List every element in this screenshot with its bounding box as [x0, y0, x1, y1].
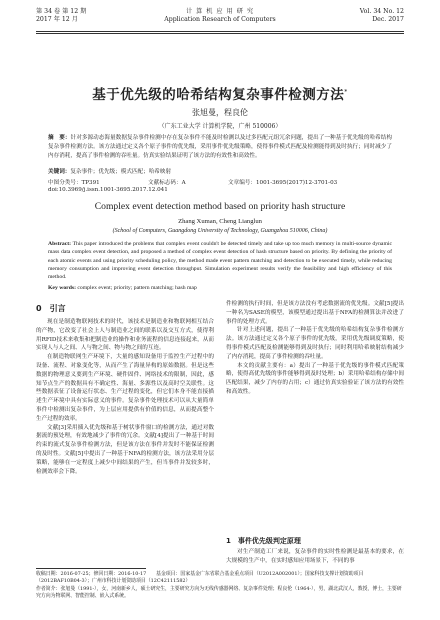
section-1-heading: 1 事件优先级判定原理 [226, 537, 301, 545]
header-rule-2 [36, 33, 404, 34]
footnote-authors: 作者简介：张旭曼（1991-），女，河南新乡人，硕士研究生，主要研究方向为无线传感器网络、复杂事件处理；程良伦（1964-），男，湖北武汉人，教授，博士，主要研究方向为物联网、智能控制、嵌入式系统。 [36, 585, 402, 600]
abstract-cn [48, 134, 392, 161]
left-column [36, 318, 214, 540]
keywords-cn [48, 167, 392, 175]
section-0-heading: 0 引言 [36, 304, 66, 313]
clc-number: 中图分类号：TP391 [48, 180, 100, 186]
volume-cn: 第 34 卷 第 12 期 [36, 8, 87, 15]
running-header [36, 8, 404, 30]
right-paragraph: 本文的贡献主要有：a）提出了一种基于优先级的事件模式匹配策略，使得高优先级的事件能够得到及时处理；b）采用哈希结构存储中间匹配结果，减少了内存的占用；c）通过仿真实验验证了该方法的有效性和高效性。 [226, 362, 404, 395]
volume-en: Vol. 34 No. 12 [359, 8, 404, 15]
affiliation-cn: （广东工业大学 计算机学院，广州 510006） [158, 123, 282, 130]
abstract-en [48, 240, 392, 281]
affiliation-en: (School of Computers, Guangdong University of Technology, Guangzhou 510006, China) [112, 228, 328, 234]
abstract-en-text: This paper introduced the problems that complex event couldn't be detected timely and take up too much memory in multi-source dynamic mass data complex event detection, and proposed a method of complex event detection of hash structure based on priority. By defining the priority of each atomic events and using priority scheduling policy, the method made event pattern matching and detection to be executed timely, while reducing memory consumption and improving event detection throughput. Simulation experiment results verify the feasibility and high efficiency of this method. [48, 241, 392, 281]
date-cn: 2017 年 12 月 [36, 16, 78, 23]
header-rule [36, 31, 404, 32]
footnote-rule [36, 568, 146, 569]
article-number: 文章编号：1001-3695(2017)12-3701-03 [228, 180, 338, 186]
right-paragraph: 件检测的执行时间，但是该方法没有考虑数据流的优先级。文献[5]提出一种名为SASE的模型，该模型通过提出基于NFA的检测算法并改进了事件的处理方式。 [226, 301, 404, 325]
title-cn-text: 基于优先级的哈希结构复杂事件检测方法 [92, 87, 345, 103]
abstract-en-label: Abstract: [48, 241, 72, 247]
abstract-cn-text: 针对多源动态海量数据复杂事件检测中存在复杂事件不能及时检测以及过多匹配元组冗余问题，提出了一种基于优先级的哈希结构复杂事件检测方法。该方法通过定义各个原子事件的优先级，采用事件优先级策略，使得事件模式匹配及检测能得到及时执行；同时减少了内存消耗，提高了事件检测的吞吐量。仿真实验结果证明了该方法的有效性和高效性。 [48, 135, 392, 159]
right-column-continued [226, 548, 404, 566]
header-right [360, 8, 404, 24]
abstract-cn-label: 摘 要： [48, 135, 71, 141]
date-en: Dec. 2017 [372, 16, 404, 23]
header-center [36, 8, 404, 24]
left-paragraph: 现在是制造物联网技术的时代，该技术是制造业和物联网相互结合的产物，它改变了社会上人与制造业之间的联系以及交互方式，使得利用RFID技术来收集和把制造业的操作和业务流程的信息连接起来，从而实现人与人之间、人与物之间、物与物之间的互连。 [36, 319, 214, 352]
right-paragraph: 针对上述问题，提出了一种基于优先级的哈希结构复杂事件检测方法。该方法通过定义各个原子事件的优先级，采用优先级调度策略，使得事件模式匹配及检测能够得到及时执行；同时利用哈希映射结构减少了内存消耗，提高了事件检测的吞吐量。 [226, 327, 404, 360]
classification-ids [48, 178, 392, 186]
keywords-cn-text: 复杂事件；优先级；模式匹配；哈希映射 [70, 169, 172, 175]
title-footnote-mark: * [344, 88, 348, 96]
left-paragraph: 在制造物联网生产环境下，大量的感知设备用于监控生产过程中的设备、流程、对象变化等，从而产生了海量异构的原始数据。但是这些数据的物理意义要到生产环境、硬件固件、网络技术的限制，因此，感知节点生产的数据具有不确定性、海量、多源性以及高时空关联性。这些数据表征了设备运行状态、生产过程的变化，但它们本身不能直接描述生产环境中具有实际意义的事件。复杂事件处理技术可以从大量简单事件中检测出复杂事件，为上层应用提供有价值的信息，从而提高整个生产过程的效率。 [36, 354, 214, 422]
footnote-funding: 收稿日期：2016-07-25；修回日期：2016-10-17 基金项目：国家基金广东省联合基金重点项目（U2012A002001）；国家科技支撑计划资助项目（2012BAF10B04-3）；广州市科技计划资助项目（12C42111582） [36, 571, 364, 585]
authors-cn: 张旭曼，程良伦 [192, 108, 248, 117]
journal-en: Application Research of Computers [164, 16, 276, 23]
left-paragraph: 文献[3]采用插入优先级和基于树状事件窗口的检测方法，通过对数据流的预处理，有效地减少了事件的冗余。文献[4]提出了一种基于时间约束的流式复杂事件检测方法，但是该方法在事件并发时不能保证检测的及时性。文献[5]中提出了一种基于NFA的检测方法，该方法采用分层策略，能够在一定程度上减少中间结果的产生，但当事件并发较多时，检测效率会下降。 [36, 424, 214, 475]
keywords-en-text: complex event; priority; pattern matching; hash map [77, 285, 197, 291]
keywords-cn-label: 关键词： [48, 169, 71, 175]
right-column [226, 300, 404, 532]
document-code: 文献标志码：A [148, 180, 186, 186]
right-paragraph: 对生产制造工厂来说，复杂事件的实时性检测是最基本的要求，在大规模的生产中，在实时感知应用场景下，不同的事 [226, 549, 404, 564]
journal-cn: 计 算 机 应 用 研 究 [185, 8, 255, 15]
paper-title-cn [0, 83, 440, 103]
paper-title-en: Complex event detection method based on priority hash structure [94, 201, 346, 212]
authors-en: Zhang Xuman, Cheng Lianglun [178, 218, 262, 225]
keywords-en-label: Key words: [48, 285, 76, 291]
footnotes [36, 571, 404, 601]
doi: doi:10.3969/j.issn.1001-3695.2017.12.041 [48, 187, 168, 193]
keywords-en [48, 285, 392, 291]
